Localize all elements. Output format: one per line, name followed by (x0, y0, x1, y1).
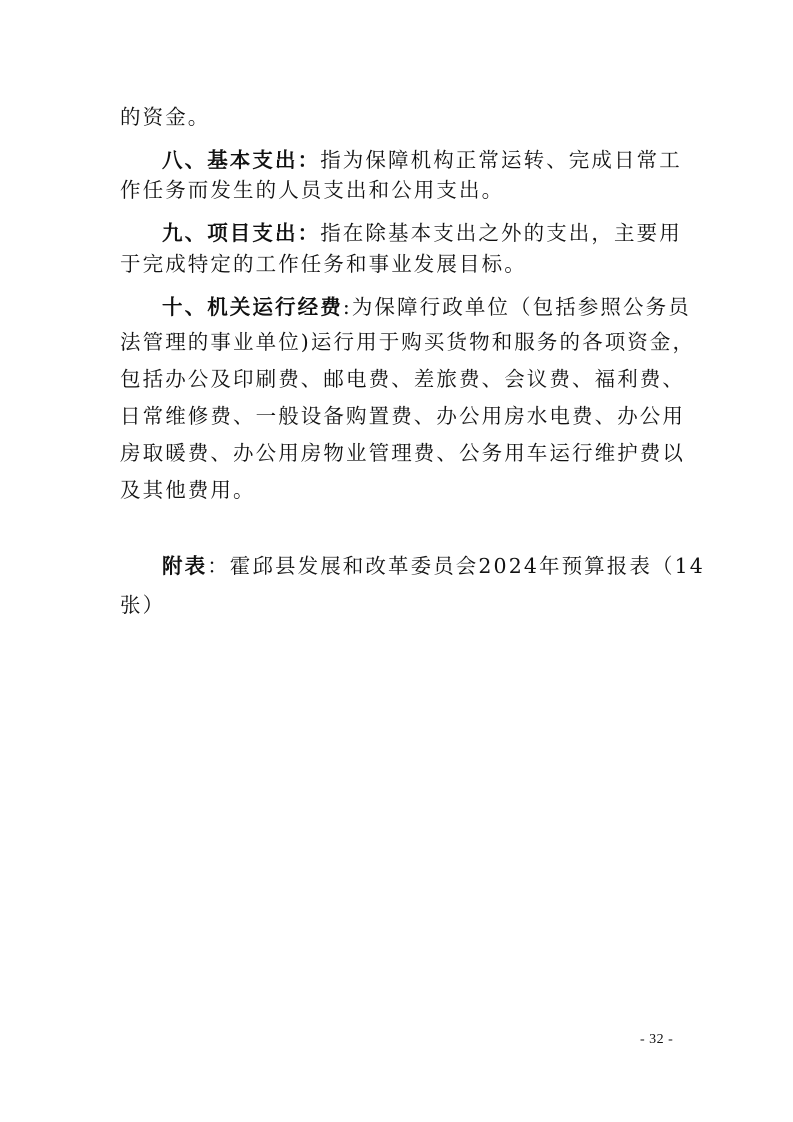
section-heading: 九、项目支出： (162, 221, 321, 245)
section-heading: 十、机关运行经费 (162, 295, 343, 319)
page-number: - 32 - (640, 1032, 674, 1047)
text-line: 包括办公及印刷费、邮电费、差旅费、会议费、福利费、 (120, 367, 685, 391)
text-line: 张） (120, 593, 166, 617)
text-line: 房取暖费、办公用房物业管理费、公务用车运行维护费以 (120, 441, 685, 465)
text-line: 于完成特定的工作任务和事业发展目标。 (120, 252, 527, 276)
text-line: 作任务而发生的人员支出和公用支出。 (120, 178, 505, 202)
text-line: 日常维修费、一般设备购置费、办公用房水电费、办公用 (120, 404, 685, 428)
text-line: 法管理的事业单位)运行用于购买货物和服务的各项资金， (120, 330, 696, 354)
section-heading: 八、基本支出： (162, 148, 321, 172)
section-eight-line: 八、基本支出：指为保障机构正常运转、完成日常工 (162, 148, 682, 172)
text-line: 及其他费用。 (120, 478, 256, 502)
text-line: 的资金。 (120, 105, 211, 129)
section-nine-line: 九、项目支出：指在除基本支出之外的支出，主要用 (162, 221, 682, 245)
section-ten-line: 十、机关运行经费:为保障行政单位（包括参照公务员 (162, 295, 691, 319)
appendix-heading: 附表 (162, 554, 208, 578)
appendix-line: 附表：霍邱县发展和改革委员会2024年预算报表（14 (162, 554, 705, 578)
